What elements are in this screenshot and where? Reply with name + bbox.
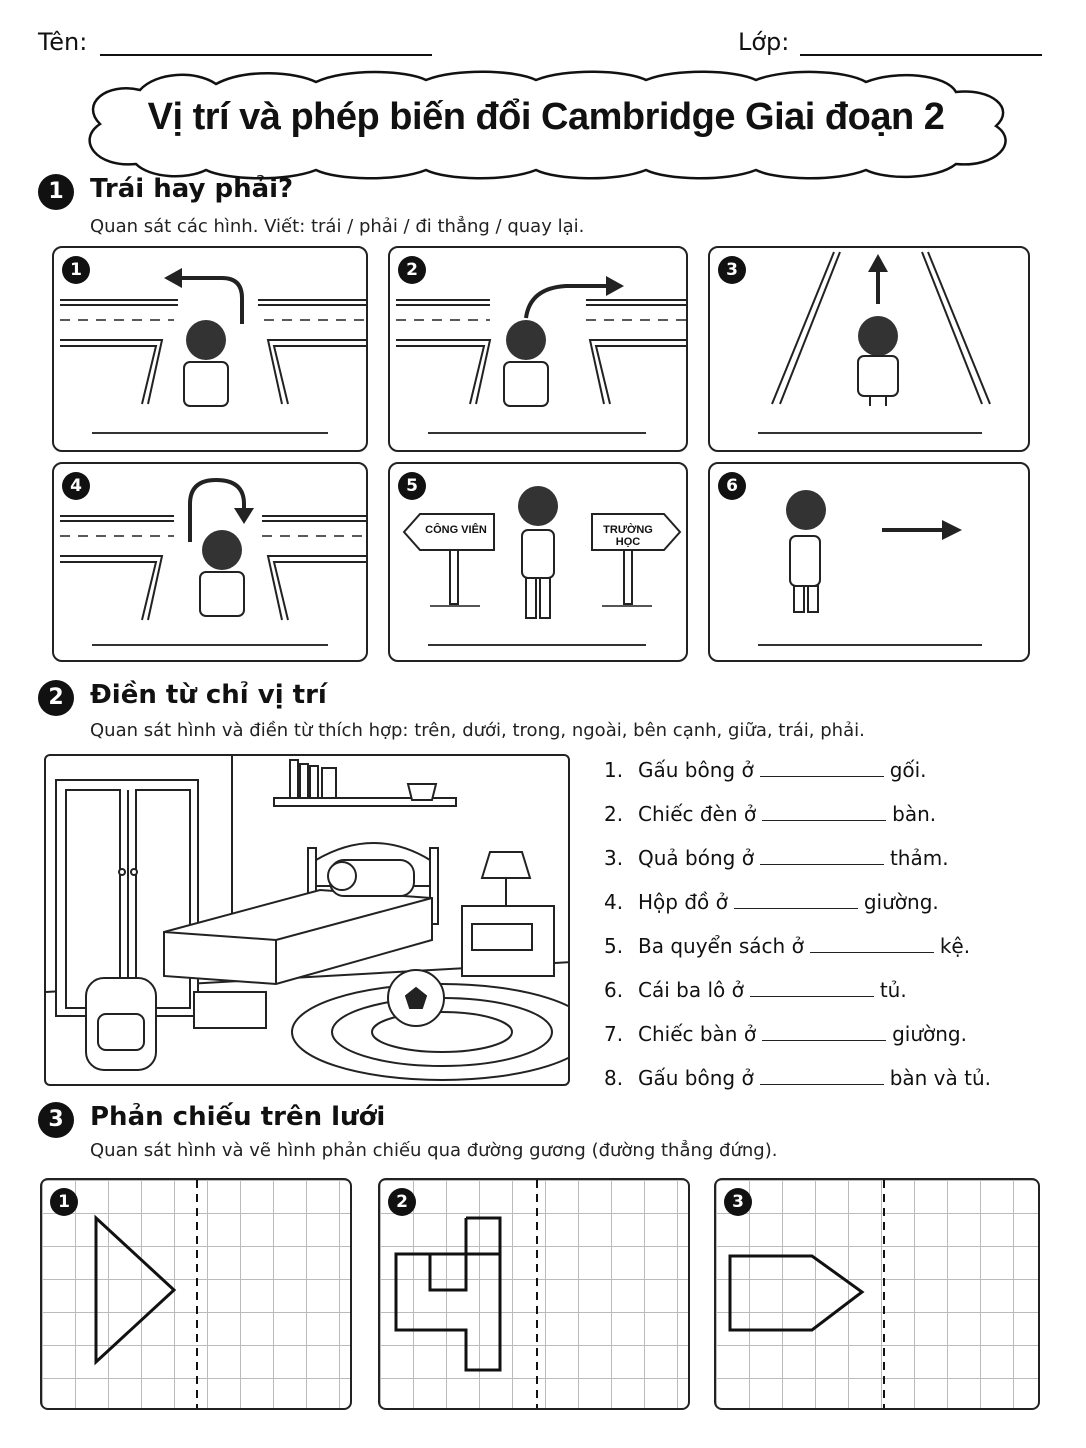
section3-title: Phản chiếu trên lưới <box>90 1102 386 1132</box>
bedroom-illustration <box>44 754 570 1086</box>
question-1: 1. Gấu bông ở gối. <box>604 758 927 782</box>
road-straight-icon <box>710 248 1030 452</box>
question-3: 3. Quả bóng ở thảm. <box>604 846 949 870</box>
section1-title: Trái hay phải? <box>90 174 294 204</box>
answer-blank[interactable] <box>760 1067 884 1085</box>
road-turn-left-icon <box>54 248 368 452</box>
question-4: 4. Hộp đồ ở giường. <box>604 890 939 914</box>
answer-blank[interactable] <box>810 935 934 953</box>
section3-instruction: Quan sát hình và vẽ hình phản chiếu qua đường gương (đường thẳng đứng). <box>90 1140 778 1161</box>
panel-number: 6 <box>718 472 746 500</box>
question-8: 8. Gấu bông ở bàn và tủ. <box>604 1066 991 1090</box>
answer-blank[interactable] <box>760 759 884 777</box>
grid-number: 3 <box>724 1188 752 1216</box>
class-label: Lớp: <box>738 28 790 56</box>
section1-instruction: Quan sát các hình. Viết: trái / phải / đi thẳng / quay lại. <box>90 216 585 237</box>
panel-number: 5 <box>398 472 426 500</box>
section1-number: 1 <box>38 174 74 210</box>
answer-blank[interactable] <box>762 803 886 821</box>
sign-school: TRƯỜNG HỌC <box>603 524 653 548</box>
bedroom-scene-icon <box>46 756 570 1086</box>
answer-line-3[interactable] <box>758 432 982 434</box>
answer-line-1[interactable] <box>92 432 328 434</box>
answer-line-6[interactable] <box>758 644 982 646</box>
direction-panel-5 <box>388 462 688 662</box>
direction-panel-2 <box>388 246 688 452</box>
panel-number: 4 <box>62 472 90 500</box>
road-u-turn-icon <box>54 464 368 662</box>
direction-panel-3 <box>708 246 1030 452</box>
reflection-grid-2[interactable] <box>378 1178 690 1410</box>
triangle-shape-icon <box>42 1180 352 1410</box>
direction-panel-1 <box>52 246 368 452</box>
direction-panel-6 <box>708 462 1030 662</box>
section3-number: 3 <box>38 1102 74 1138</box>
panel-number: 2 <box>398 256 426 284</box>
sign-park: CÔNG VIÊN <box>425 524 487 536</box>
question-5: 5. Ba quyển sách ở kệ. <box>604 934 971 958</box>
answer-blank[interactable] <box>760 847 884 865</box>
name-field[interactable] <box>100 54 432 56</box>
answer-line-4[interactable] <box>92 644 328 646</box>
grid-number: 2 <box>388 1188 416 1216</box>
grid-number: 1 <box>50 1188 78 1216</box>
panel-number: 3 <box>718 256 746 284</box>
question-6: 6. Cái ba lô ở tủ. <box>604 978 907 1002</box>
question-7: 7. Chiếc bàn ở giường. <box>604 1022 967 1046</box>
answer-line-5[interactable] <box>428 644 646 646</box>
section2-instruction: Quan sát hình và điền từ thích hợp: trên, dưới, trong, ngoài, bên cạnh, giữa, trái, phải. <box>90 720 865 741</box>
section2-number: 2 <box>38 680 74 716</box>
direction-panel-4 <box>52 462 368 662</box>
signposts-icon <box>390 464 688 662</box>
block-shape-icon <box>380 1180 690 1410</box>
page-title: Vị trí và phép biến đổi Cambridge Giai đoạn 2 <box>147 96 945 138</box>
road-turn-right-icon <box>390 248 688 452</box>
header <box>38 24 1042 60</box>
reflection-grid-1[interactable] <box>40 1178 352 1410</box>
answer-line-2[interactable] <box>428 432 646 434</box>
name-label: Tên: <box>38 28 88 56</box>
question-2: 2. Chiếc đèn ở bàn. <box>604 802 937 826</box>
class-field[interactable] <box>800 54 1042 56</box>
answer-blank[interactable] <box>762 1023 886 1041</box>
answer-blank[interactable] <box>734 891 858 909</box>
answer-blank[interactable] <box>750 979 874 997</box>
panel-number: 1 <box>62 256 90 284</box>
walking-right-icon <box>710 464 1030 662</box>
section2-title: Điền từ chỉ vị trí <box>90 680 327 710</box>
reflection-grid-3[interactable] <box>714 1178 1040 1410</box>
pentagon-arrow-icon <box>716 1180 1040 1410</box>
